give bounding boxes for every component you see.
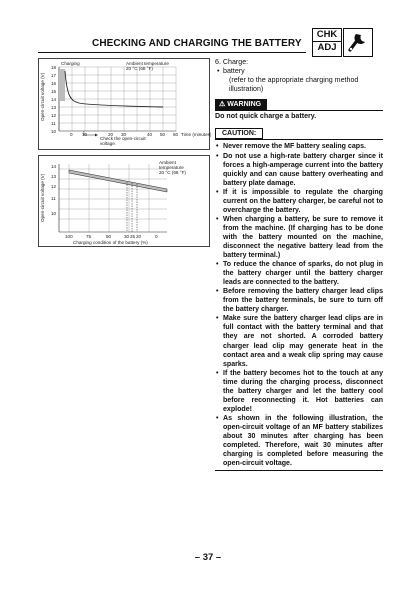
y-tick: 16	[51, 81, 57, 86]
y-tick: 10	[51, 211, 57, 216]
chk-adj-badge	[312, 28, 342, 57]
caution-badge: CAUTION:	[215, 128, 263, 139]
chk-label: CHK	[316, 29, 338, 40]
caution-item: • If the battery becomes hot to the touch at any time during the charging process, disconnect the battery charger and let the battery cool before reconnecting it. Hot batteries can explode!	[215, 369, 383, 414]
y-tick: 17	[51, 73, 57, 78]
x-tick: 25	[130, 234, 136, 239]
caution-item: • Before removing the battery charger lead clips from the battery terminals, be sure to turn off the battery charger.	[215, 287, 383, 314]
caution-item: • If it is impossible to regulate the charging current on the battery charger, be careful not to overcharge the battery.	[215, 188, 383, 215]
sub-item-text: battery	[223, 67, 245, 76]
charging-label: Charging	[61, 61, 80, 66]
x-tick: 30	[121, 132, 127, 137]
x-axis-label-1: Time (minutes)	[181, 132, 212, 137]
header-rule	[38, 52, 306, 53]
warning-triangle-icon: ⚠	[219, 101, 226, 109]
x-tick: 75	[86, 234, 92, 239]
caution-item: • To reduce the chance of sparks, do not plug in the battery charger until the battery charger leads are connected to the battery.	[215, 260, 383, 287]
y-tick: 18	[51, 65, 57, 70]
x-axis-label-2: Charging condition of the battery (%)	[73, 240, 148, 245]
x-tick: 0	[155, 234, 158, 239]
caution-list	[215, 142, 383, 468]
x-tick: 0	[70, 132, 73, 137]
caution-end-rule	[215, 470, 383, 471]
caution-item: • Do not use a high-rate battery charger since it forces a high-amperage current into the battery quickly and can cause battery overheating and battery plate damage.	[215, 152, 383, 188]
sub-item-note: (refer to the appropriate charging method illustration)	[229, 76, 359, 94]
x-tick: 60	[173, 132, 179, 137]
y-tick: 11	[51, 121, 56, 126]
caution-item: • Never remove the MF battery sealing caps.	[215, 142, 383, 151]
x-tick: 10	[82, 132, 88, 137]
y-tick: 14	[51, 164, 57, 169]
sub-item: • battery	[217, 67, 245, 76]
x-tick: 20	[136, 234, 142, 239]
x-tick: 100	[65, 234, 73, 239]
check-voltage-note: Check the open-circuit voltage.	[100, 136, 146, 147]
x-tick: 50	[106, 234, 112, 239]
y-tick: 12	[51, 113, 57, 118]
warning-rule	[215, 110, 383, 111]
ambient-temp-label-2: Ambient temperature 20 °C (68 °F)	[159, 160, 186, 176]
page-number: – 37 –	[194, 552, 222, 563]
x-tick: 20	[108, 132, 114, 137]
y-tick: 10	[51, 129, 57, 134]
caution-rule	[215, 139, 383, 140]
ambient-temp-label-1: Ambient temperature 20 °C (68 °F)	[126, 61, 169, 72]
warning-label: WARNING	[227, 101, 262, 109]
step-heading: 6. Charge:	[215, 58, 249, 66]
x-tick: 50	[160, 132, 166, 137]
y-tick: 11	[51, 196, 56, 201]
page-title: CHECKING AND CHARGING THE BATTERY	[92, 38, 302, 49]
x-tick: 30	[124, 234, 130, 239]
charging-voltage-figure	[38, 58, 210, 150]
warning-badge	[215, 99, 267, 110]
y-tick: 13	[51, 105, 57, 110]
battery-charger-tool-icon	[343, 28, 373, 57]
caution-item: • When charging a battery, be sure to remove it from the machine. (If charging has to be done with the battery mounted on the machine, disconnect the negative battery lead from the battery terminal.)	[215, 215, 383, 260]
adj-label: ADJ	[317, 42, 337, 53]
state-of-charge-figure	[38, 155, 210, 247]
caution-item: • Make sure the battery charger lead clips are in full contact with the battery terminal and that they are not shorted. A corroded battery charger lead clip may generate heat in the contact area and a weak clip spring may cause sparks.	[215, 314, 383, 368]
warning-text: Do not quick charge a battery.	[215, 112, 317, 121]
caution-item: • As shown in the following illustration, the open-circuit voltage of an MF battery stabilizes about 30 minutes after charging has been completed. Therefore, wait 30 minutes after charging is completed before measuring the open-circuit voltage.	[215, 414, 383, 468]
y-tick: 13	[51, 174, 57, 179]
y-tick: 15	[51, 89, 57, 94]
y-axis-label-1: Open-circuit voltage (V)	[40, 72, 45, 121]
y-tick: 12	[51, 184, 57, 189]
y-tick: 14	[51, 97, 57, 102]
x-tick: 40	[147, 132, 153, 137]
instructions-column	[215, 58, 383, 471]
y-axis-label-2: Open-circuit voltage (V)	[40, 173, 45, 222]
